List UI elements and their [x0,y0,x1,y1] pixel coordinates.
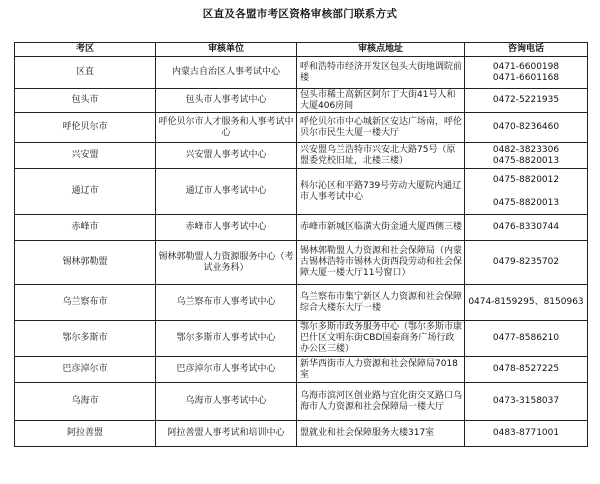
cell-address: 兴安盟乌兰浩特市兴安北大路75号（原盟委党校旧址，北楼三楼） [297,143,465,169]
cell-address: 呼伦贝尔市中心城新区安达广场南，呼伦贝尔市民生大厦一楼大厅 [297,113,465,143]
phone-number: 0482-3823306 [492,144,560,155]
cell-phone [465,169,588,215]
cell-region: 兴安盟 [15,143,156,169]
cell-phone [465,285,588,321]
table-row [15,113,588,143]
table-row [15,215,588,241]
cell-phone [465,215,588,241]
cell-region: 区直 [15,57,156,89]
phone-number: 0475-8820013 [492,155,560,166]
cell-address: 呼和浩特市经济开发区包头大街地调院前楼 [297,57,465,89]
cell-region: 乌兰察布市 [15,285,156,321]
page-title: 区直及各盟市考区资格审核部门联系方式 [202,8,398,20]
cell-unit: 巴彦淖尔市人事考试中心 [156,357,297,383]
cell-address: 锡林郭勒盟人力资源和社会保障局（内蒙古锡林浩特市锡林大街西段劳动和社会保障大厦一楼大厅11号窗口） [297,241,465,285]
phone-number: 0470-8236460 [492,122,560,132]
cell-phone [465,89,588,113]
cell-address: 鄂尔多斯市政务服务中心（鄂尔多斯市康巴什区文明东街CBD国泰商务广场行政办公区三楼） [297,321,465,357]
contact-table [14,42,588,447]
cell-unit: 呼伦贝尔市人才服务和人事考试中心 [156,113,297,143]
cell-region: 乌海市 [15,383,156,421]
header-region: 考区 [15,43,156,57]
table-body [15,57,588,447]
phone-number: 0475-8820012 [492,174,560,185]
cell-phone [465,113,588,143]
cell-unit: 乌兰察布市人事考试中心 [156,285,297,321]
cell-address: 新华西街市人力资源和社会保障局7018室 [297,357,465,383]
phone-number: 0472-5221935 [492,95,560,105]
cell-region: 鄂尔多斯市 [15,321,156,357]
table-row [15,321,588,357]
table-row [15,383,588,421]
cell-region: 锡林郭勒盟 [15,241,156,285]
phone-number: 0474-8159295、8150963 [468,297,584,307]
table-row [15,169,588,215]
cell-address: 乌海市滨河区创业路与宜化街交叉路口乌海市人力资源和社会保障局一楼大厅 [297,383,465,421]
cell-phone [465,241,588,285]
cell-phone [465,321,588,357]
cell-address: 赤峰市新城区临潢大街金通大厦西侧三楼 [297,215,465,241]
phone-number: 0478-8527225 [492,364,560,374]
cell-phone [465,421,588,447]
cell-address: 包头市稀土高新区阿尔丁大街41号人和大厦406房间 [297,89,465,113]
phone-number: 0473-3158037 [492,396,560,406]
table-row [15,357,588,383]
table-row [15,285,588,321]
table-row [15,143,588,169]
table-row [15,57,588,89]
cell-unit: 乌海市人事考试中心 [156,383,297,421]
table-row [15,421,588,447]
table-header-row [15,43,588,57]
cell-region: 包头市 [15,89,156,113]
table-row [15,89,588,113]
cell-phone [465,57,588,89]
header-address: 审核点地址 [297,43,465,57]
table-row [15,241,588,285]
cell-phone [465,143,588,169]
cell-region: 阿拉善盟 [15,421,156,447]
cell-phone [465,357,588,383]
cell-region: 巴彦淖尔市 [15,357,156,383]
cell-unit: 兴安盟人事考试中心 [156,143,297,169]
header-unit: 审核单位 [156,43,297,57]
cell-region: 通辽市 [15,169,156,215]
phone-number: 0471-6600198 [492,61,560,72]
header-phone: 咨询电话 [465,43,588,57]
cell-unit: 通辽市人事考试中心 [156,169,297,215]
cell-unit: 包头市人事考试中心 [156,89,297,113]
phone-number: 0476-8330744 [492,222,560,232]
cell-phone [465,383,588,421]
phone-number: 0471-6601168 [492,72,560,83]
cell-unit: 鄂尔多斯市人事考试中心 [156,321,297,357]
cell-region: 赤峰市 [15,215,156,241]
cell-unit: 阿拉善盟人事考试和培训中心 [156,421,297,447]
cell-unit: 赤峰市人事考试中心 [156,215,297,241]
cell-address: 盟就业和社会保障服务大楼317室 [297,421,465,447]
phone-number: 0483-8771001 [492,428,560,438]
phone-number: 0475-8820013 [492,197,560,208]
cell-unit: 内蒙古自治区人事考试中心 [156,57,297,89]
cell-address: 科尔沁区和平路739号劳动大厦院内通辽市人事考试中心 [297,169,465,215]
cell-unit: 锡林郭勒盟人力资源服务中心（考试业务科） [156,241,297,285]
cell-region: 呼伦贝尔市 [15,113,156,143]
phone-number: 0477-8586210 [492,333,560,343]
phone-number: 0479-8235702 [492,257,560,267]
cell-address: 乌兰察布市集宁新区人力资源和社会保障综合大楼东大厅一楼 [297,285,465,321]
